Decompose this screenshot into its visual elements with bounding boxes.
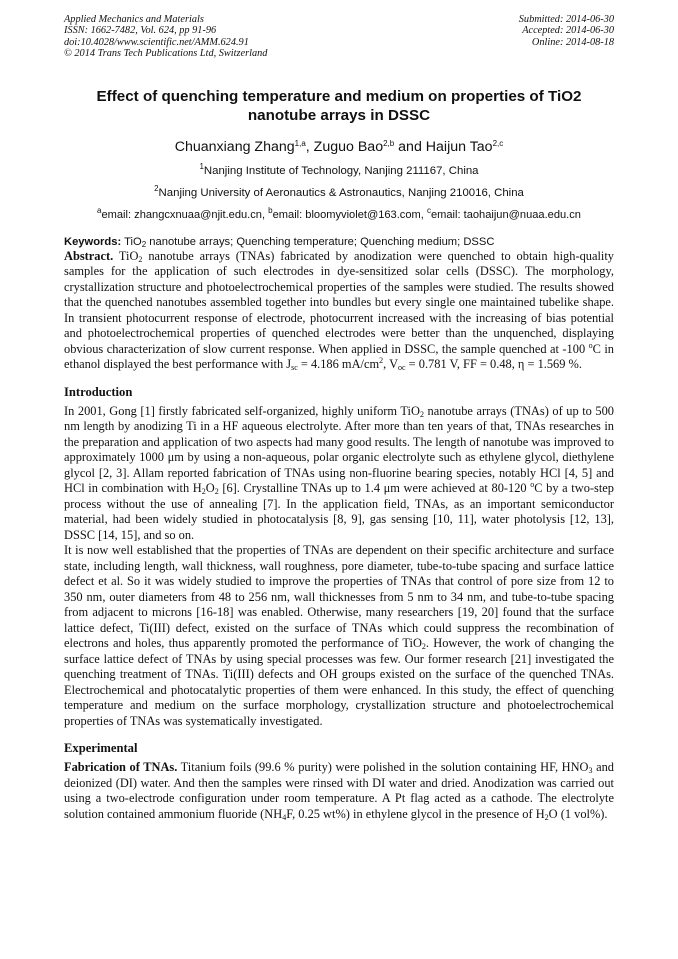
subscript: sc [291, 363, 298, 373]
publication-dates [519, 14, 614, 60]
paper-title: Effect of quenching temperature and medium on properties of TiO2 nanotube arrays in DSSC [96, 87, 582, 124]
affiliation-mark: 2 [154, 183, 159, 193]
subscript: 2 [421, 642, 426, 652]
journal-name: Applied Mechanics and Materials [64, 14, 204, 25]
keyword-text: nanotube arrays; Quenching temperature; Quenching medium; DSSC [146, 235, 495, 248]
body-text: . However, the work of changing the surface lattice defect of TNAs by using special processes was few. Our former research [21] investigated the quenching treatment of TNAs. Ti(III) defects and OH groups existed on the surface of the quenched TNAs. Electrochemical and photocatalytic properties of them were enhanced. In this study, the effect of quenching temperature and medium on the surface morphology, crystallization structure and photoelectrochemical properties of TNAs was systematically investigated. [64, 636, 614, 728]
author-affiliation-mark: 2,b [383, 138, 395, 148]
superscript: o [588, 340, 593, 350]
subscript: 2 [138, 254, 143, 264]
subscript: 4 [282, 812, 287, 822]
keywords [64, 235, 614, 249]
subscript: 3 [588, 766, 593, 776]
email-address[interactable]: email: bloomyviolet@163.com, [272, 208, 424, 221]
email-mark: a [97, 205, 102, 215]
subscript: oc [398, 363, 406, 373]
date-submitted: Submitted: 2014-06-30 [518, 14, 614, 25]
body-text: O [205, 481, 215, 496]
author-name: Haijun Tao [425, 138, 493, 155]
journal-doi[interactable]: doi:10.4028/www.scientific.net/AMM.624.91 [64, 36, 249, 48]
introduction-paragraph [64, 404, 614, 544]
subscript: 2 [544, 812, 549, 822]
email-address[interactable]: email: taohaijun@nuaa.edu.cn [430, 208, 581, 221]
affiliation-text: Nanjing University of Aeronautics & Astronautics, Nanjing 210016, China [158, 186, 524, 199]
email-address[interactable]: email: zhangcxnuaa@njit.edu.cn, [101, 208, 266, 221]
author-affiliation-mark: 2,c [492, 138, 504, 148]
introduction-paragraph [64, 543, 614, 729]
body-text: and deionized (DI) water. And then the samples were rinsed with DI water and dried. Anodization was carried out using a two-electrode configuration under room temperature. A Pt flag acted as a cathode. The electrolyte solution contained ammonium fluoride (NH [64, 760, 614, 821]
author-conjunction: and [398, 138, 422, 155]
body-text: nanotube arrays (TNAs) of up to 500 nm length by anodizing Ti in a HF aqueous electrolyte. After more than ten years of that, TNAs researches in the preparation and application of two aspects had many good results. The length of nanotube was improved to approximately 1000 μm by using a non-aqueous, polar organic electrolyte such as ethylene glycol, diethylene glycol [2, 3]. Allam reported fabrication of TNAs using non-fluorine bearing species, notably HCl [4, 5] and HCl in combination with H [64, 403, 614, 496]
email-mark: c [426, 205, 431, 215]
abstract-text: , V [383, 357, 399, 372]
superscript: 2 [379, 356, 384, 366]
subscript: 2 [141, 239, 147, 249]
keyword-text: TiO [124, 235, 142, 248]
abstract [64, 249, 614, 373]
journal-header [64, 14, 614, 60]
body-text: O (1 vol%). [548, 806, 608, 821]
email-mark: b [268, 205, 273, 215]
subscript: 2 [214, 487, 219, 497]
author-affiliation-mark: 1,a [294, 138, 306, 148]
date-accepted: Accepted: 2014-06-30 [522, 25, 614, 37]
author-line: Chuanxiang Zhang$^{1,a}$, Zuguo Bao$^{2,b}$ and Haijun Tao$^{2,c}$ [174, 138, 504, 155]
affiliation [64, 183, 614, 200]
section-heading-introduction: Introduction [64, 384, 133, 399]
author-name: Zuguo Bao [313, 138, 384, 155]
abstract-text: = 4.186 mA/cm [297, 357, 380, 372]
body-text: It is now well established that the properties of TNAs are dependent on their specific architecture and surface state, including length, wall thickness, wall roughness, pore diameter, tube-to-tube spacing and surface lattice defect et al. So it was widely studied to improve the properties of TNAs that control of pore size from 12 to 350 nm, outer diameters from 48 to 256 nm, wall thicknesses from 5 nm to 34 nm, and tube-to-tube spacing from adjacent to microns [16-18] was enabled. Otherwise, many researchers [19, 20] found that the surface lattice defect, Ti(III) defect, existed on the surface of TNAs which could suppress the recombination of electrons and holes, thus apparently promoted the performance of TiO [64, 543, 614, 651]
date-online: Online: 2014-08-18 [531, 36, 614, 48]
email-line [64, 205, 614, 222]
section-heading-experimental: Experimental [64, 741, 138, 756]
run-in-heading: Fabrication of TNAs. [64, 760, 178, 775]
abstract-text: TiO [113, 248, 139, 263]
abstract-text: nanotube arrays (TNAs) fabricated by anodization were quenched to obtain high-quality samples for the application of such electrodes in dye-sensitized solar cells (DSSC). The morphology, crystallization structure and photoelectrochemical properties of the samples were studied. The results showed that the quenched nanotubes assembled together into bundles but every single one maintained tubelike shape. In transient photocurrent response of electrode, photocurrent increased with the increasing of bias potential and photoelectrochemical properties of quenched electrodes were better than the unquenched, displaying obvious characterization of slow current response. When applied in DSSC, the sample quenched at -100 [64, 248, 614, 356]
keywords-label: Keywords: [64, 235, 122, 248]
body-text: C by a two-step process without the use of annealing [7]. In the application field, TNAs, as an important semiconductor material, had been widely studied in photocatalysis [8, 9], gas sensing [10, 11], water photolysis [12, 13], DSSC [14, 15], and so on. [64, 481, 614, 542]
journal-copyright: © 2014 Trans Tech Publications Ltd, Switzerland [64, 48, 268, 60]
subscript: 2 [419, 409, 424, 419]
abstract-label: Abstract. [64, 248, 114, 263]
abstract-text: C in ethanol displayed the best performance with J [64, 341, 614, 372]
body-text: [6]. Crystalline TNAs up to 1.4 μm were achieved at 80-120 [218, 481, 531, 496]
superscript: o [530, 480, 535, 490]
affiliation-text: Nanjing Institute of Technology, Nanjing 211167, China [203, 164, 479, 177]
body-text: F, 0.25 wt%) in ethylene glycol in the presence of H [286, 806, 545, 821]
body-text: Titanium foils (99.6 % purity) were polished in the solution containing HF, HNO [177, 760, 589, 775]
subscript: 2 [201, 487, 206, 497]
author-name: Chuanxiang Zhang [174, 138, 295, 155]
abstract-text: = 0.781 V, FF = 0.48, η = 1.569 %. [405, 357, 582, 372]
body-text: In 2001, Gong [1] firstly fabricated self-organized, highly uniform TiO [64, 403, 420, 418]
journal-issn: ISSN: 1662-7482, Vol. 624, pp 91-96 [64, 25, 217, 37]
experimental-paragraph [64, 760, 614, 822]
affiliation [64, 161, 614, 178]
journal-info [64, 14, 267, 60]
affiliation-mark: 1 [199, 161, 204, 171]
